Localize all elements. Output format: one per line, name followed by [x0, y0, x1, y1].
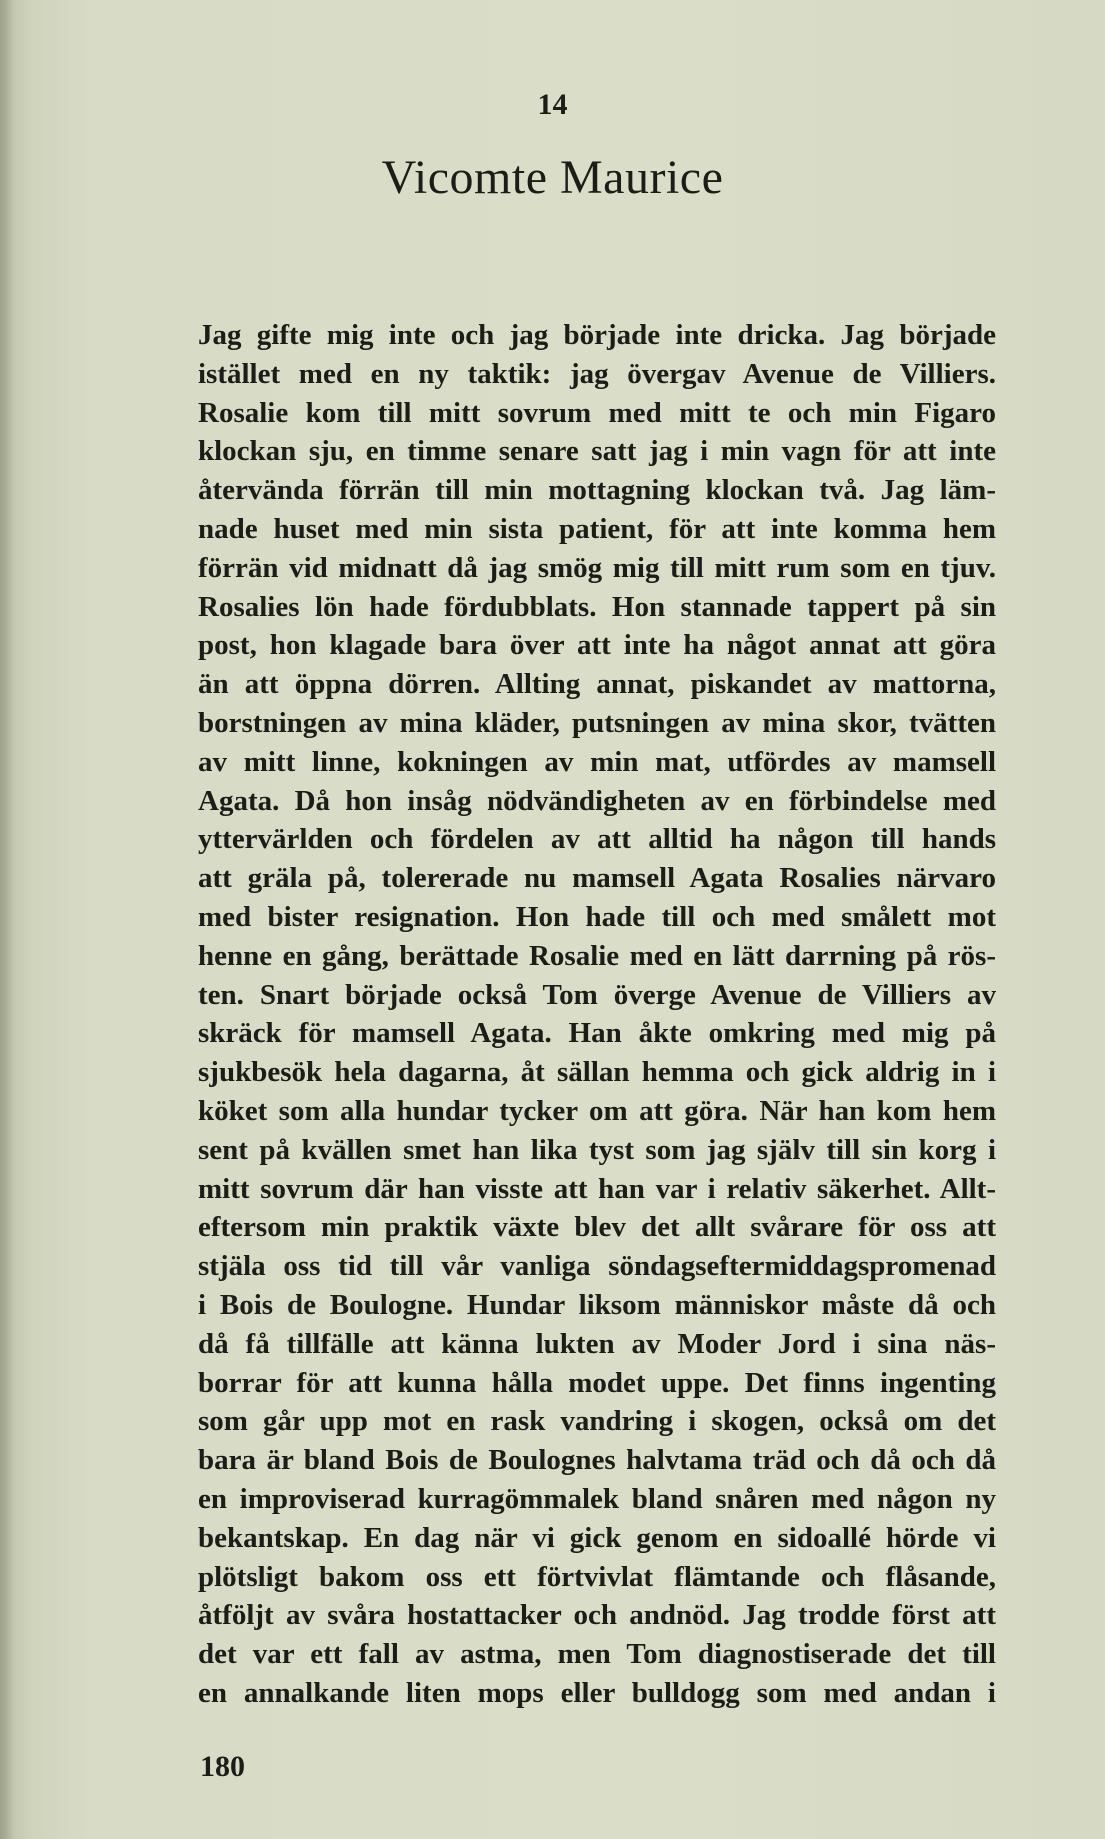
text-line: istället med en ny taktik: jag övergav Avenue de Villiers.: [198, 357, 996, 390]
text-line: borstningen av mina kläder, putsningen av mina skor, tvätten: [198, 706, 996, 739]
text-line: nade huset med min sista patient, för att inte komma hem: [198, 512, 996, 545]
text-line: att gräla på, tolererade nu mamsell Agata Rosalies närvaro: [198, 862, 996, 895]
text-line: sent på kvällen smet han lika tyst som jag själv till sin korg i: [198, 1133, 996, 1166]
text-line: köket som alla hundar tycker om att göra. När han kom hem: [198, 1094, 996, 1127]
text-line: som går upp mot en rask vandring i skogen, också om det: [198, 1405, 996, 1438]
text-line: bara är bland Bois de Boulognes halvtama träd och då och då: [198, 1444, 996, 1477]
chapter-title: Vicomte Maurice: [381, 151, 724, 204]
text-line: post, hon klagade bara över att inte ha något annat att göra: [198, 629, 996, 662]
spine-shadow: [0, 0, 14, 1839]
chapter-number: 14: [537, 88, 568, 121]
text-line: stjäla oss tid till vår vanliga söndagseftermiddagspromenad: [198, 1250, 996, 1283]
page-number: 180: [200, 1750, 245, 1783]
text-line: en annalkande liten mops eller bulldogg som med andan i: [198, 1676, 996, 1709]
body-text: [198, 316, 996, 1713]
text-line: Rosalie kom till mitt sovrum med mitt te och min Figaro: [198, 396, 996, 429]
text-line: yttervärlden och fördelen av att alltid ha någon till hands: [198, 823, 996, 856]
text-line: det var ett fall av astma, men Tom diagnostiserade det till: [198, 1638, 996, 1671]
text-line: plötsligt bakom oss ett förtvivlat flämtande och flåsande,: [198, 1560, 996, 1593]
text-line: borrar för att kunna hålla modet uppe. Det finns ingenting: [198, 1366, 996, 1399]
text-line: än att öppna dörren. Allting annat, piskandet av mattorna,: [198, 668, 996, 701]
text-line: med bister resignation. Hon hade till och med smålett mot: [198, 900, 996, 933]
text-line: skräck för mamsell Agata. Han åkte omkring med mig på: [198, 1017, 996, 1050]
text-line: av mitt linne, kokningen av min mat, utfördes av mamsell: [198, 745, 996, 778]
text-line: ten. Snart började också Tom överge Avenue de Villiers av: [198, 978, 996, 1011]
text-line: mitt sovrum där han visste att han var i relativ säkerhet. Allt-: [198, 1172, 996, 1205]
text-line: eftersom min praktik växte blev det allt svårare för oss att: [198, 1211, 996, 1244]
text-line: sjukbesök hela dagarna, åt sällan hemma och gick aldrig in i: [198, 1056, 996, 1089]
text-line: klockan sju, en timme senare satt jag i min vagn för att inte: [198, 435, 996, 468]
text-line: Agata. Då hon insåg nödvändigheten av en förbindelse med: [198, 784, 996, 817]
text-line: återvända förrän till min mottagning klockan två. Jag läm-: [198, 474, 996, 507]
text-line: en improviserad kurragömmalek bland snåren med någon ny: [198, 1482, 996, 1515]
text-line: åtföljt av svåra hostattacker och andnöd. Jag trodde först att: [198, 1599, 996, 1632]
text-line: henne en gång, berättade Rosalie med en lätt darrning på rös-: [198, 939, 996, 972]
text-line: Rosalies lön hade fördubblats. Hon stannade tappert på sin: [198, 590, 996, 623]
text-line: då få tillfälle att känna lukten av Moder Jord i sina näs-: [198, 1327, 996, 1360]
text-line: bekantskap. En dag när vi gick genom en sidoallé hörde vi: [198, 1521, 996, 1554]
text-line: i Bois de Boulogne. Hundar liksom människor måste då och: [198, 1288, 996, 1321]
text-line: Jag gifte mig inte och jag började inte dricka. Jag började: [198, 319, 996, 351]
text-line: förrän vid midnatt då jag smög mig till mitt rum som en tjuv.: [198, 551, 996, 584]
